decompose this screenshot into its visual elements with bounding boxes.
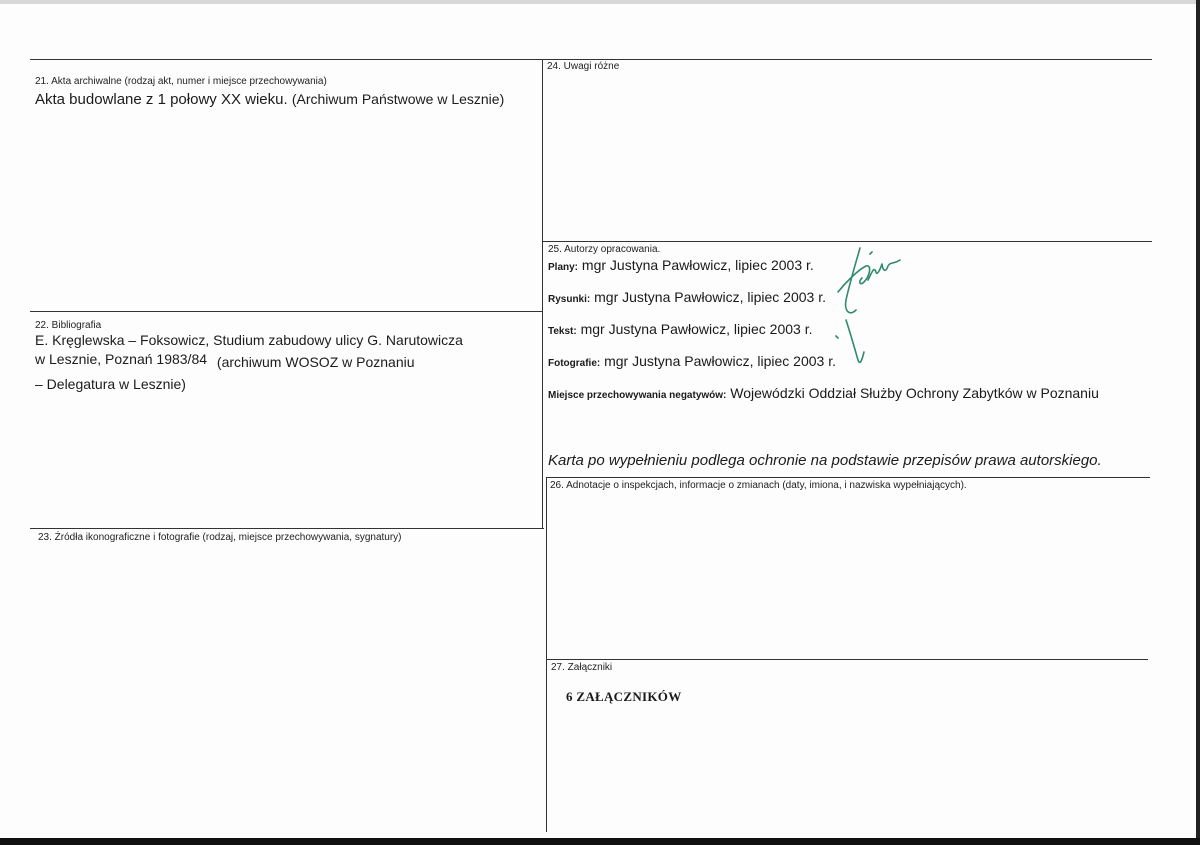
rule-25-26 [546, 477, 1150, 478]
plany-value: mgr Justyna Pawłowicz, lipiec 2003 r. [581, 257, 814, 273]
section-25-label: 25. Autorzy opracowania. [548, 244, 661, 255]
scan-edge-right [1196, 0, 1200, 845]
bibliography-line-1: E. Kręglewska – Foksowicz, Studium zabudowy ulicy G. Narutowicza [35, 332, 463, 348]
fotografie-label: Fotografie: [548, 358, 601, 369]
handwritten-signature [820, 242, 910, 372]
section-22-label: 22. Bibliografia [35, 320, 102, 331]
rysunki-value: mgr Justyna Pawłowicz, lipiec 2003 r. [594, 289, 826, 305]
tekst-label: Tekst: [548, 326, 577, 337]
section-21-value [35, 90, 504, 109]
plany-label: Plany: [548, 262, 579, 273]
rule-26-27 [546, 659, 1148, 660]
archive-location-text: (Archiwum Państwowe w Lesznie) [291, 91, 505, 107]
scan-edge-top [0, 0, 1200, 4]
rule-22-23 [30, 528, 544, 529]
copyright-notice: Karta po wypełnieniu podlega ochronie na podstawie przepisów prawa autorskiego. [548, 452, 1102, 469]
bibliography-line-2b: (archiwum WOSOZ w Poznaniu [216, 354, 415, 370]
authors-plany-row [548, 256, 814, 277]
negatives-value: Wojewódzki Oddział Służby Ochrony Zabytków w Poznaniu [730, 385, 1099, 401]
authors-rysunki-row [548, 288, 826, 309]
authors-fotografie-row [548, 352, 836, 373]
bibliography-line-2a: w Lesznie, Poznań 1983/84 [35, 351, 208, 367]
center-divider-lower [546, 478, 547, 832]
section-24-label: 24. Uwagi różne [547, 61, 620, 72]
section-23-label: 23. Źródła ikonograficzne i fotografie (rodzaj, miejsce przechowywania, sygnatury) [38, 532, 402, 543]
scan-edge-bottom [0, 838, 1200, 845]
authors-tekst-row [548, 320, 812, 341]
rule-21-22 [30, 311, 542, 312]
bibliography-line-2 [35, 350, 415, 368]
attachments-count: 6 ZAŁĄCZNIKÓW [566, 689, 682, 704]
center-divider-upper [542, 59, 543, 529]
fotografie-value: mgr Justyna Pawłowicz, lipiec 2003 r. [604, 353, 836, 369]
tekst-value: mgr Justyna Pawłowicz, lipiec 2003 r. [580, 321, 813, 337]
archive-files-text: Akta budowlane z 1 połowy XX wieku. [35, 91, 288, 108]
negatives-label: Miejsce przechowywania negatywów: [548, 390, 727, 401]
negatives-location-row [548, 384, 1099, 405]
section-21-label: 21. Akta archiwalne (rodzaj akt, numer i miejsce przechowywania) [35, 76, 327, 87]
section-27-label: 27. Załączniki [551, 662, 613, 673]
rysunki-label: Rysunki: [548, 294, 591, 305]
bibliography-line-3: – Delegatura w Lesznie) [35, 376, 186, 392]
top-rule [30, 59, 1152, 60]
section-26-label: 26. Adnotacje o inspekcjach, informacje o zmianach (daty, imiona, i nazwiska wypełniających). [550, 480, 967, 491]
